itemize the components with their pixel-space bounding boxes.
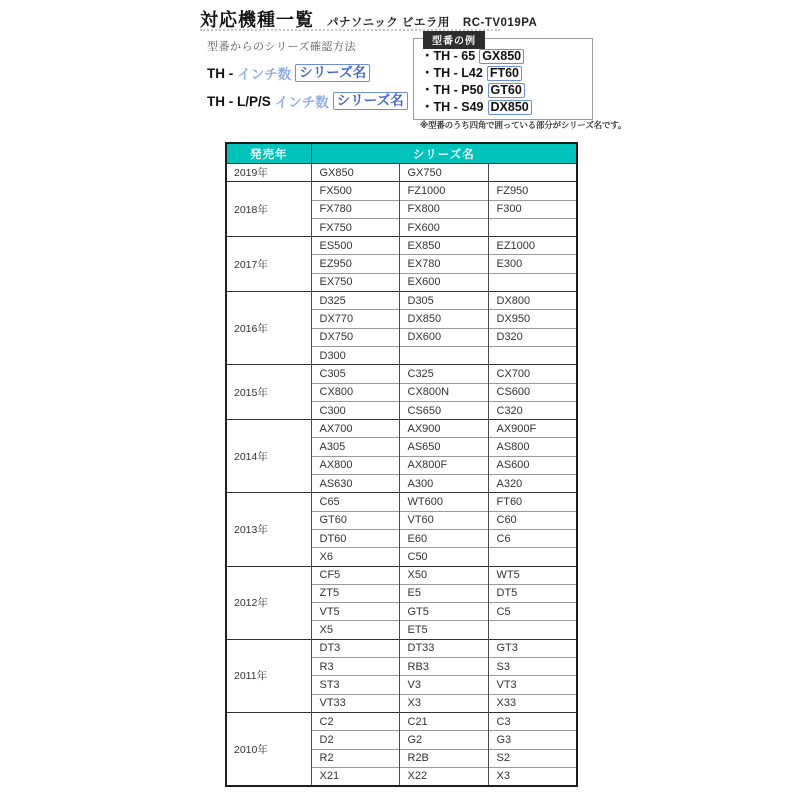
series-cell: E5 (399, 584, 488, 602)
series-cell (399, 346, 488, 364)
series-cell: FT60 (488, 493, 577, 511)
series-cell: EX750 (311, 273, 399, 291)
series-cell: R3 (311, 658, 399, 676)
series-cell: C305 (311, 365, 399, 383)
series-cell: CX800 (311, 383, 399, 401)
series-cell: AX800 (311, 456, 399, 474)
series-cell: E60 (399, 529, 488, 547)
series-cell: X6 (311, 548, 399, 566)
series-cell: CF5 (311, 566, 399, 584)
series-cell: EX600 (399, 273, 488, 291)
column-header-series: シリーズ名 (311, 143, 577, 164)
series-cell: D2 (311, 731, 399, 749)
series-cell: D305 (399, 292, 488, 310)
year-cell: 2018年 (226, 182, 311, 237)
series-cell: D300 (311, 346, 399, 364)
series-cell: DX850 (399, 310, 488, 328)
series-cell: X3 (488, 767, 577, 786)
series-cell: FX780 (311, 200, 399, 218)
series-cell: WT5 (488, 566, 577, 584)
series-cell (488, 621, 577, 639)
pattern-series-label: シリーズ名 (295, 64, 370, 82)
series-cell: FZ950 (488, 182, 577, 200)
year-cell: 2010年 (226, 712, 311, 786)
series-cell: A320 (488, 475, 577, 493)
example-series-name: FT60 (487, 66, 522, 81)
series-cell: FX750 (311, 218, 399, 236)
table-row (226, 712, 577, 730)
model-number-pattern (207, 91, 407, 111)
pattern-series-label: シリーズ名 (333, 92, 408, 110)
series-cell: AX900 (399, 420, 488, 438)
series-cell: G2 (399, 731, 488, 749)
series-cell: A305 (311, 438, 399, 456)
series-cell: ZT5 (311, 584, 399, 602)
example-series-name: GT60 (488, 83, 525, 98)
model-number-example-box (413, 36, 627, 130)
pattern-inch-label: インチ数 (237, 67, 292, 82)
series-cell: DT60 (311, 529, 399, 547)
series-cell: A300 (399, 475, 488, 493)
series-cell: F300 (488, 200, 577, 218)
series-cell: RB3 (399, 658, 488, 676)
series-cell: CS650 (399, 401, 488, 419)
series-cell: S2 (488, 749, 577, 767)
example-item (421, 82, 592, 99)
series-cell: C21 (399, 712, 488, 730)
series-cell: X3 (399, 694, 488, 712)
year-cell: 2016年 (226, 292, 311, 365)
series-cell: X50 (399, 566, 488, 584)
series-cell: DX770 (311, 310, 399, 328)
series-cell: CX800N (399, 383, 488, 401)
series-cell: R2 (311, 749, 399, 767)
example-box-tab: 型番の例 (423, 31, 485, 49)
series-cell: EX850 (399, 237, 488, 255)
series-cell: GX850 (311, 164, 399, 182)
series-cell: R2B (399, 749, 488, 767)
series-cell: CX700 (488, 365, 577, 383)
compatible-models-table (225, 142, 578, 787)
example-item (421, 48, 592, 65)
model-number-pattern (207, 63, 407, 83)
example-model-prefix: ・TH - S49 (421, 100, 484, 114)
series-cell: G3 (488, 731, 577, 749)
series-cell: C5 (488, 603, 577, 621)
series-cell: C6 (488, 529, 577, 547)
year-cell: 2019年 (226, 164, 311, 182)
series-cell: ST3 (311, 676, 399, 694)
series-cell: GX750 (399, 164, 488, 182)
table-row (226, 639, 577, 657)
table-row (226, 292, 577, 310)
example-item-list (414, 39, 592, 116)
example-series-name: DX850 (488, 100, 532, 115)
series-cell: GT60 (311, 511, 399, 529)
series-cell: DX950 (488, 310, 577, 328)
series-cell (488, 164, 577, 182)
example-model-prefix: ・TH - P50 (421, 83, 484, 97)
table-row (226, 420, 577, 438)
series-cell: AS800 (488, 438, 577, 456)
series-cell: C300 (311, 401, 399, 419)
example-model-prefix: ・TH - 65 (421, 49, 476, 63)
series-cell: VT60 (399, 511, 488, 529)
series-cell: FX500 (311, 182, 399, 200)
year-cell: 2011年 (226, 639, 311, 712)
series-cell: FX600 (399, 218, 488, 236)
series-cell: EZ950 (311, 255, 399, 273)
series-cell: EZ1000 (488, 237, 577, 255)
series-cell: AS630 (311, 475, 399, 493)
series-cell: VT5 (311, 603, 399, 621)
series-cell: C50 (399, 548, 488, 566)
series-cell: FX800 (399, 200, 488, 218)
series-cell: AX900F (488, 420, 577, 438)
table-row (226, 237, 577, 255)
series-cell: DX600 (399, 328, 488, 346)
series-cell: AX700 (311, 420, 399, 438)
table-row (226, 493, 577, 511)
series-cell: WT600 (399, 493, 488, 511)
instructions-heading: 型番からのシリーズ確認方法 (207, 41, 356, 53)
product-model-number: RC-TV019PA (462, 17, 538, 29)
series-cell: S3 (488, 658, 577, 676)
series-cell: DT3 (311, 639, 399, 657)
series-cell: ET5 (399, 621, 488, 639)
year-cell: 2015年 (226, 365, 311, 420)
series-cell: X5 (311, 621, 399, 639)
example-item (421, 99, 592, 116)
series-cell: C2 (311, 712, 399, 730)
series-cell: DX750 (311, 328, 399, 346)
series-cell: X22 (399, 767, 488, 786)
series-cell: C65 (311, 493, 399, 511)
series-cell: AS600 (488, 456, 577, 474)
series-cell: C320 (488, 401, 577, 419)
pattern-prefix: TH - (207, 65, 234, 81)
series-cell (488, 346, 577, 364)
series-cell: DT5 (488, 584, 577, 602)
year-cell: 2012年 (226, 566, 311, 639)
series-cell: X33 (488, 694, 577, 712)
series-cell: X21 (311, 767, 399, 786)
example-model-prefix: ・TH - L42 (421, 66, 483, 80)
table-header (226, 143, 577, 164)
year-cell: 2017年 (226, 237, 311, 292)
series-cell (488, 273, 577, 291)
series-cell: C3 (488, 712, 577, 730)
series-cell: DX800 (488, 292, 577, 310)
series-cell: AS650 (399, 438, 488, 456)
table-row (226, 566, 577, 584)
table-row (226, 182, 577, 200)
example-item (421, 65, 592, 82)
page-title: 対応機種一覧 (200, 10, 314, 30)
series-cell: DT33 (399, 639, 488, 657)
series-cell (488, 548, 577, 566)
series-cell: C60 (488, 511, 577, 529)
series-cell: D325 (311, 292, 399, 310)
example-series-name: GX850 (479, 49, 524, 64)
series-cell: V3 (399, 676, 488, 694)
series-cell: GT3 (488, 639, 577, 657)
page-subtitle: パナソニック ビエラ用 (327, 17, 450, 29)
series-cell: GT5 (399, 603, 488, 621)
series-cell: VT33 (311, 694, 399, 712)
series-cell (488, 218, 577, 236)
pattern-prefix: TH - L/P/S (207, 93, 271, 109)
series-cell: VT3 (488, 676, 577, 694)
year-cell: 2014年 (226, 420, 311, 493)
series-cell: C325 (399, 365, 488, 383)
series-cell: FZ1000 (399, 182, 488, 200)
pattern-inch-label: インチ数 (274, 95, 329, 110)
table-row (226, 164, 577, 182)
series-cell: AX800F (399, 456, 488, 474)
series-cell: ES500 (311, 237, 399, 255)
table-row (226, 365, 577, 383)
series-cell: E300 (488, 255, 577, 273)
column-header-year: 発売年 (226, 143, 311, 164)
series-cell: CS600 (488, 383, 577, 401)
series-cell: EX780 (399, 255, 488, 273)
year-cell: 2013年 (226, 493, 311, 566)
series-check-instructions (207, 38, 407, 119)
model-number-patterns (207, 63, 407, 111)
example-footnote: ※型番のうち四角で囲っている部分がシリーズ名です。 (420, 120, 627, 130)
series-cell: D320 (488, 328, 577, 346)
